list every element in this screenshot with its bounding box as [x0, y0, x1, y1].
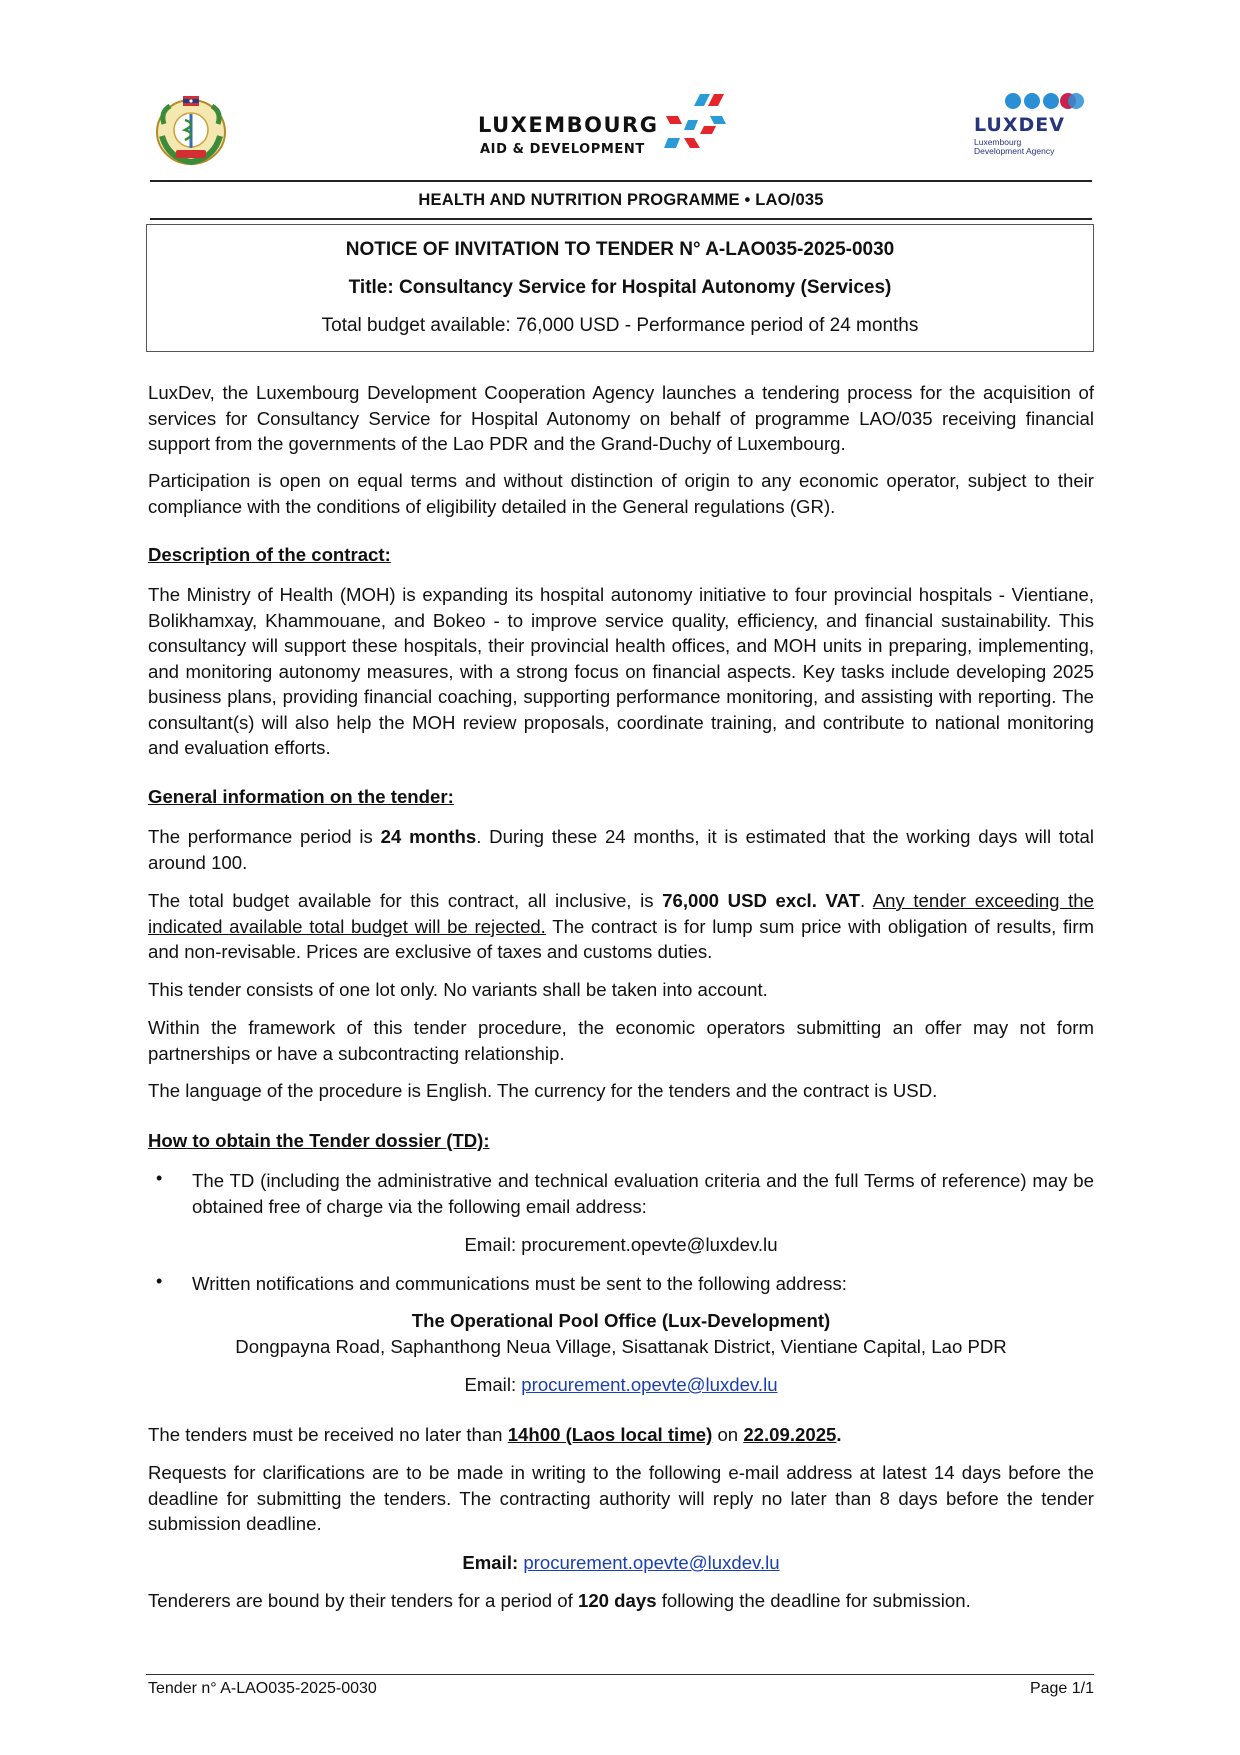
- footer-page-number: Page 1/1: [1029, 1680, 1094, 1697]
- bound-paragraph: Tenderers are bound by their tenders for a period of 120 days following the deadline for submission.: [148, 1590, 971, 1611]
- lot-paragraph: This tender consists of one lot only. No variants shall be taken into account.: [148, 979, 768, 1000]
- luxdev-logo: [974, 92, 1094, 162]
- programme-title: HEALTH AND NUTRITION PROGRAMME • LAO/035: [418, 191, 824, 209]
- clarifications-email-link[interactable]: procurement.opevte@luxdev.lu: [523, 1552, 780, 1573]
- performance-period-paragraph: The performance period is 24 months. During these 24 months, it is estimated that the working days will total around 100.: [148, 826, 1094, 873]
- bullet-1: •: [156, 1168, 163, 1188]
- luxembourg-aid-development-logo: [478, 88, 738, 160]
- description-heading: Description of the contract:: [148, 544, 391, 565]
- intro-paragraph-1: LuxDev, the Luxembourg Development Cooperation Agency launches a tendering process for the acquisition of services for Consultancy Service for Hospital Autonomy on behalf of programme LAO/035 receiving financial support from the governments of the Lao PDR and the Grand-Duchy of Luxembourg.: [148, 382, 1094, 454]
- luxdev-subtitle: Luxembourg Development Agency: [974, 137, 1055, 156]
- partnership-paragraph: Within the framework of this tender procedure, the economic operators submitting an offer may not form partnerships or have a subcontracting relationship.: [148, 1017, 1094, 1064]
- lux-logo-line2: AID & DEVELOPMENT: [480, 142, 645, 157]
- office-name: The Operational Pool Office (Lux-Development): [411, 1310, 831, 1331]
- footer-divider: [146, 1674, 1094, 1675]
- luxdev-wordmark: LUXDEV: [974, 114, 1065, 136]
- luxdev-dots-icon: [1004, 92, 1124, 112]
- notice-title: NOTICE OF INVITATION TO TENDER N° A-LAO035-2025-0030: [345, 239, 895, 260]
- dossier-bullet-2-text: Written notifications and communications must be sent to the following address:: [192, 1273, 847, 1294]
- dossier-email-2: Email: procurement.opevte@luxdev.lu: [464, 1374, 778, 1395]
- dossier-heading: How to obtain the Tender dossier (TD):: [148, 1130, 490, 1151]
- lux-logo-line1: LUXEMBOURG: [478, 113, 659, 137]
- dossier-email-1: Email: procurement.opevte@luxdev.lu: [464, 1234, 778, 1255]
- lux-cross-mark-icon: [660, 90, 730, 156]
- office-address: Dongpayna Road, Saphanthong Neua Village, Sisattanak District, Vientiane Capital, Lao PDR: [235, 1336, 1007, 1357]
- clarifications-paragraph: Requests for clarifications are to be made in writing to the following e-mail address at latest 14 days before the deadline for submitting the tenders. The contracting authority will reply no later than 8 days before the tender submission deadline.: [148, 1462, 1094, 1534]
- language-paragraph: The language of the procedure is English. The currency for the tenders and the contract is USD.: [148, 1080, 938, 1101]
- bullet-2: •: [156, 1271, 163, 1291]
- email-link[interactable]: procurement.opevte@luxdev.lu: [521, 1374, 778, 1395]
- header-divider-bottom: [150, 218, 1092, 220]
- ministry-emblem-logo: [150, 92, 232, 168]
- intro-paragraph-2: Participation is open on equal terms and without distinction of origin to any economic operator, subject to their compliance with the conditions of eligibility detailed in the General regulations (GR).: [148, 470, 1094, 517]
- notice-subtitle: Title: Consultancy Service for Hospital Autonomy (Services): [348, 277, 892, 298]
- budget-paragraph: The total budget available for this contract, all inclusive, is 76,000 USD excl. VAT. Any tender exceeding the indicated available total budget will be rejected. The contract is for lump sum price with obligation of results, firm and non-revisable. Prices are exclusive of taxes and customs duties.: [148, 890, 1094, 962]
- description-text: The Ministry of Health (MOH) is expanding its hospital autonomy initiative to four provincial hospitals - Vientiane, Bolikhamxay, Khammouane, and Bokeo - to improve service quality, efficiency, and financial sustainability. This consultancy will support these hospitals, their provincial health offices, and MOH units in preparing, implementing, and monitoring autonomy measures, with a strong focus on financial aspects. Key tasks include developing 2025 business plans, providing financial coaching, supporting performance monitoring, and assisting with reporting. The consultant(s) will also help the MOH review proposals, coordinate training, and contribute to national monitoring and evaluation efforts.: [148, 584, 1094, 758]
- clarifications-email: Email: procurement.opevte@luxdev.lu: [462, 1552, 780, 1573]
- notice-box: [146, 224, 1094, 352]
- header-divider-top: [150, 180, 1092, 182]
- deadline-paragraph: The tenders must be received no later than 14h00 (Laos local time) on 22.09.2025.: [148, 1424, 842, 1445]
- dossier-bullet-1-text: The TD (including the administrative and technical evaluation criteria and the full Terms of reference) may be obtained free of charge via the following email address:: [192, 1170, 1094, 1217]
- general-info-heading: General information on the tender:: [148, 786, 454, 807]
- notice-budget-line: Total budget available: 76,000 USD - Performance period of 24 months: [321, 315, 919, 336]
- footer-reference: Tender n° A-LAO035-2025-0030: [148, 1680, 377, 1697]
